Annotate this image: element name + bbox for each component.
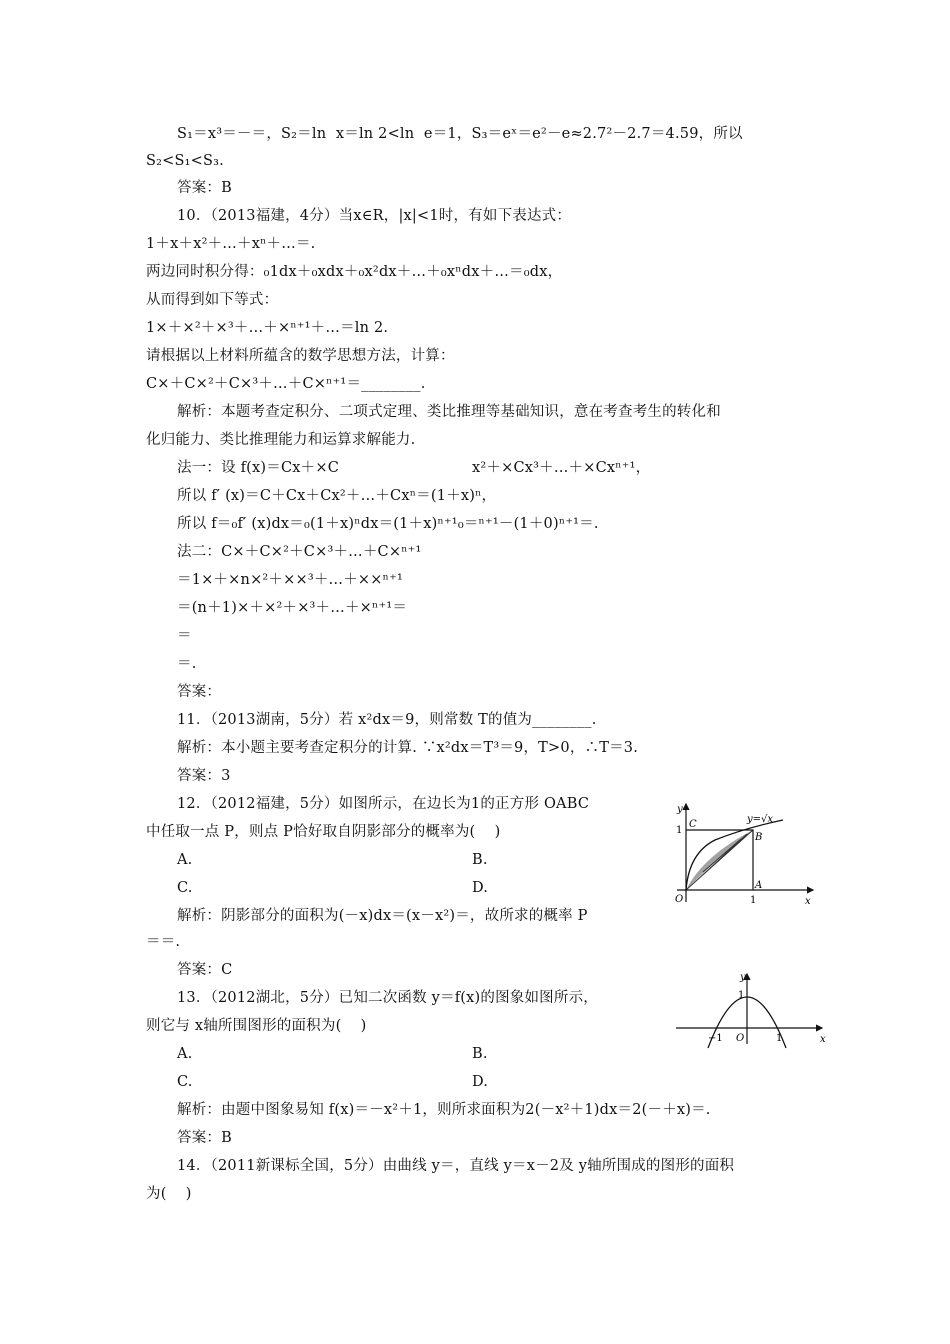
question-10-header: 10．（2013福建，4分）当x∈R，|x|<1时，有如下表达式： (177, 208, 572, 224)
tick-x-label: 1 (750, 895, 757, 906)
text-line: 1＋x＋x²＋…＋xⁿ＋…＝. (146, 236, 316, 252)
text-line: x²＋×Cx³＋…＋×Cxⁿ⁺¹， (472, 460, 651, 476)
tick-pos-label: 1 (776, 1033, 783, 1044)
question-12-header: 12．（2012福建，5分）如图所示，在边长为1的正方形 OABC (177, 796, 590, 812)
option-b: B. (472, 1046, 488, 1062)
point-c-label: C (689, 819, 697, 830)
text-line: 所以 f＝₀f′ (x)dx＝₀(1＋x)ⁿdx＝(1＋x)ⁿ⁺¹₀＝ⁿ⁺¹－(1＋0)ⁿ⁺¹＝. (177, 516, 599, 532)
y-axis-label: y (677, 804, 683, 815)
text-line: ＝＝. (146, 934, 181, 950)
text-line: 从而得到如下等式： (146, 292, 279, 308)
text-line: C×＋C×²＋C×³＋…＋C×ⁿ⁺¹＝________. (146, 376, 426, 392)
y-axis-label: y (740, 972, 746, 983)
figure-12-square-diagram (655, 798, 825, 910)
question-13-header: 13．（2012湖北，5分）已知二次函数 y＝f(x)的图象如图所示， (177, 990, 598, 1006)
text-line: S₂<S₁<S₃. (146, 153, 224, 169)
option-b: B. (472, 852, 488, 868)
tick-y-label: 1 (738, 990, 745, 1001)
answer-line: 答案：B (177, 180, 232, 196)
text-line: ＝(n＋1)×＋×²＋×³＋…＋×ⁿ⁺¹＝ (177, 600, 408, 616)
option-c: C. (177, 880, 193, 896)
origin-label: O (736, 1033, 745, 1044)
figure-13-parabola (672, 968, 832, 1050)
question-14-header: 14．（2011新课标全国，5分）由曲线 y＝，直线 y＝x－2及 y轴所围成的图形的面积 (177, 1158, 735, 1174)
text-line: 中任取一点 P，则点 P恰好取自阴影部分的概率为( ) (146, 824, 501, 840)
curve-label: y=√x (747, 814, 774, 825)
text-line: 1×＋×²＋×³＋…＋×ⁿ⁺¹＋…＝ln 2. (146, 320, 389, 336)
text-line: 两边同时积分得：₀1dx＋₀xdx＋₀x²dx＋…＋₀xⁿdx＋…＝₀dx， (146, 264, 563, 280)
method-two-line: 法二：C×＋C×²＋C×³＋…＋C×ⁿ⁺¹ (177, 544, 422, 560)
option-c: C. (177, 1074, 193, 1090)
text-line: S₁＝x³＝－＝，S₂＝ln x＝ln 2<ln e＝1，S₃＝eˣ＝e²－e≈2.7²－2.7＝4.59，所以 (177, 126, 743, 142)
text-line: ＝. (177, 656, 197, 672)
analysis-line: 解析：阴影部分的面积为(－x)dx＝(x－x²)＝，故所求的概率 P (177, 908, 588, 924)
x-axis-label: x (805, 896, 811, 907)
option-d: D. (472, 1074, 489, 1090)
option-d: D. (472, 880, 489, 896)
option-a: A. (177, 1046, 193, 1062)
method-one-line: 法一：设 f(x)＝Cx＋×C (177, 460, 339, 476)
text-line: 为( ) (146, 1186, 192, 1202)
text-line: 所以 f′ (x)＝C＋Cx＋Cx²＋…＋Cxⁿ＝(1＋x)ⁿ， (177, 488, 497, 504)
analysis-line: 解析：本题考查定积分、二项式定理、类比推理等基础知识，意在考查考生的转化和 (177, 404, 721, 420)
text-line: 化归能力、类比推理能力和运算求解能力. (146, 432, 416, 448)
answer-line: 答案： (177, 684, 222, 700)
text-line: ＝1×＋×n×²＋××³＋…＋××ⁿ⁺¹ (177, 572, 403, 588)
shaded-region-hatch (686, 830, 753, 890)
analysis-line: 解析：本小题主要考查定积分的计算. ∵x²dx＝T³＝9，T>0，∴T＝3. (177, 740, 639, 756)
origin-label: O (675, 894, 684, 905)
answer-line: 答案：C (177, 962, 233, 978)
option-a: A. (177, 852, 193, 868)
question-11-header: 11．（2013湖南，5分）若 x²dx＝9，则常数 T的值为________. (177, 712, 597, 728)
answer-line: 答案：B (177, 1130, 232, 1146)
tick-neg-label: −1 (708, 1033, 723, 1044)
x-axis-label: x (820, 1034, 826, 1045)
analysis-line: 解析：由题中图象易知 f(x)＝－x²＋1，则所求面积为2(－x²＋1)dx＝2(－＋x)＝. (177, 1102, 711, 1118)
text-line: 则它与 x轴所围图形的面积为( ) (146, 1018, 367, 1034)
text-line: 请根据以上材料所蕴含的数学思想方法，计算： (146, 348, 455, 364)
text-line: ＝ (177, 628, 192, 644)
point-b-label: B (755, 832, 763, 843)
answer-line: 答案：3 (177, 768, 231, 784)
point-a-label: A (755, 880, 763, 891)
tick-y-label: 1 (676, 825, 683, 836)
